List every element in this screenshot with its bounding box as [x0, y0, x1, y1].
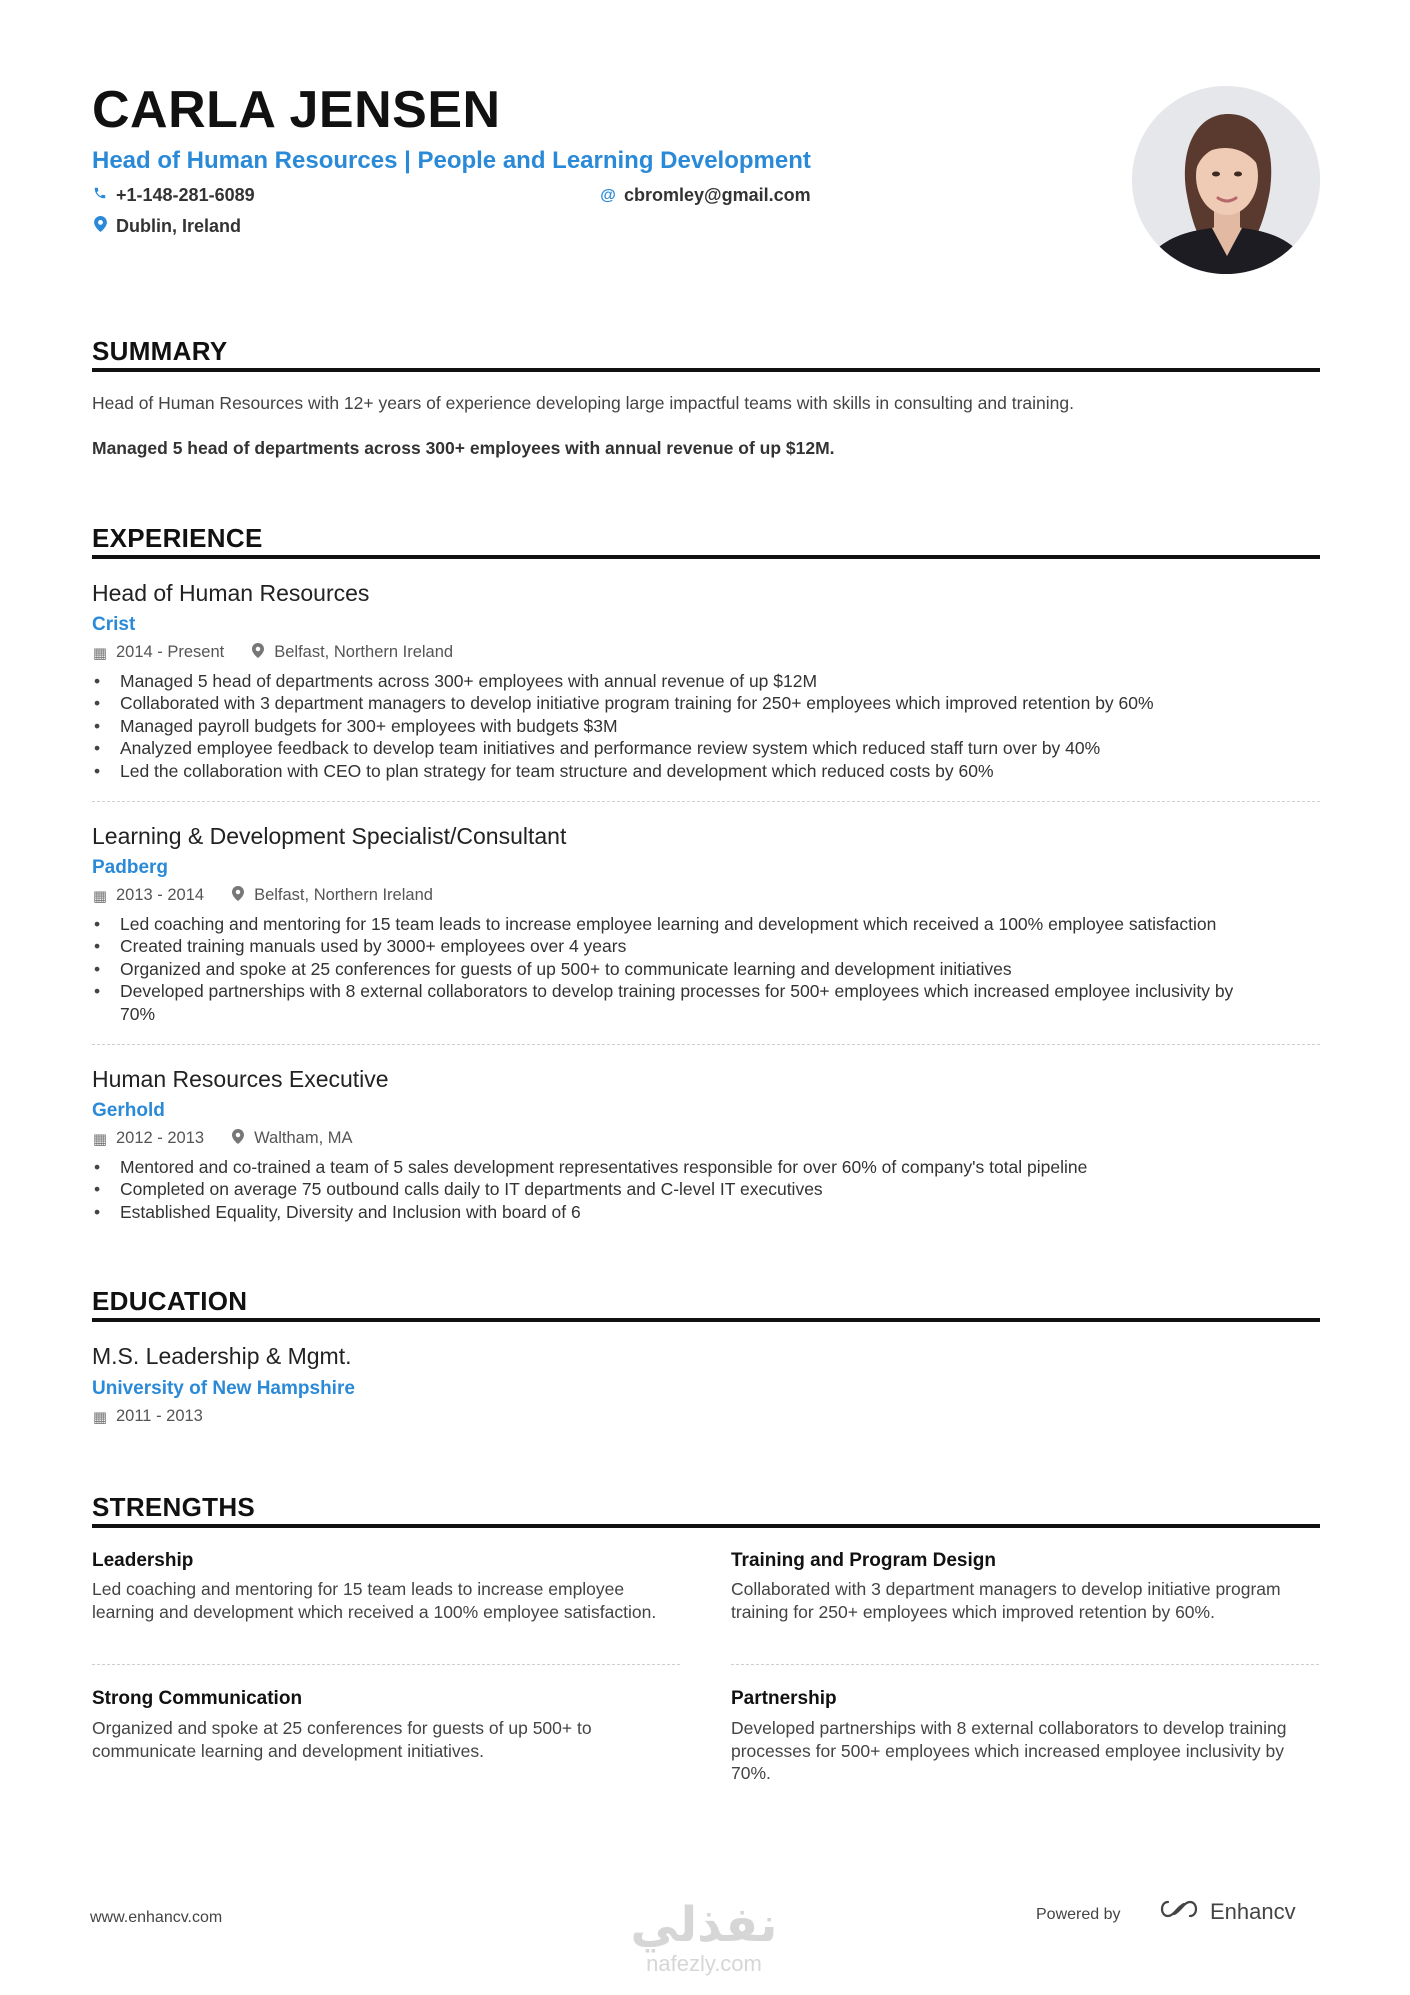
job-bullets	[92, 670, 1320, 782]
watermark-latin: nafezly.com	[646, 1951, 762, 1976]
strength-title: Leadership	[92, 1550, 194, 1571]
infinity-icon	[1156, 1898, 1202, 1926]
powered-by-label: Powered by	[1036, 1906, 1121, 1923]
phone-text[interactable]: +1-148-281-6089	[116, 185, 255, 205]
education-dates: 2011 - 2013	[116, 1407, 203, 1425]
watermark-arabic: نفذلي	[630, 1899, 778, 1952]
job-role: Head of Human Resources	[92, 580, 370, 606]
job-location: Waltham, MA	[254, 1129, 353, 1147]
strength-title: Partnership	[731, 1688, 837, 1709]
strength-text: Led coaching and mentoring for 15 team leads to increase employee learning and development which received a 100% employee satisfaction.	[92, 1579, 657, 1622]
contact-phone	[92, 185, 255, 206]
job-meta	[92, 886, 433, 905]
list-item: • Led coaching and mentoring for 15 team leads to increase employee learning and development which received a 100% employee satisfaction	[92, 913, 1320, 935]
job-meta	[92, 1129, 352, 1148]
list-item: • Collaborated with 3 department managers to develop initiative program training for 250+ employees which improved retention by 60%	[92, 692, 1320, 714]
at-icon: @	[600, 186, 616, 204]
job-bullets	[92, 913, 1320, 1025]
education-meta	[92, 1407, 203, 1426]
strength-divider	[731, 1664, 1319, 1665]
job-location-wrap	[250, 643, 453, 662]
experience-title: EXPERIENCE	[92, 523, 263, 553]
watermark	[614, 1900, 794, 1976]
summary-highlight: Managed 5 head of departments across 300+ employees with annual revenue of up $12M.	[92, 438, 835, 458]
strength-title: Training and Program Design	[731, 1550, 996, 1571]
calendar-icon: ▦	[92, 1408, 108, 1426]
email-text[interactable]: cbromley@gmail.com	[624, 185, 811, 205]
job-dates: 2014 - Present	[116, 643, 225, 661]
education-rule	[92, 1318, 1320, 1322]
job-company: Padberg	[92, 857, 169, 878]
job-bullets	[92, 1156, 1320, 1223]
list-item: • Developed partnerships with 8 external collaborators to develop training processes for 500+ employees which increased employee inclusivity by 70%	[92, 980, 1320, 1025]
job-company: Gerhold	[92, 1100, 165, 1121]
summary-title: SUMMARY	[92, 336, 228, 366]
strength-title: Strong Communication	[92, 1688, 303, 1709]
brand-logo[interactable]	[1156, 1898, 1296, 1926]
strengths-rule	[92, 1524, 1320, 1528]
job-divider	[92, 801, 1320, 802]
summary-text: Head of Human Resources with 12+ years of experience developing large impactful teams with skills in consulting and training.	[92, 393, 1074, 413]
job-location-wrap	[230, 1129, 352, 1148]
job-location: Belfast, Northern Ireland	[254, 886, 433, 904]
job-divider	[92, 1044, 1320, 1045]
experience-rule	[92, 555, 1320, 559]
footer-url[interactable]: www.enhancv.com	[90, 1909, 223, 1926]
list-item: • Created training manuals used by 3000+ employees over 4 years	[92, 935, 1320, 957]
list-item: • Established Equality, Diversity and Inclusion with board of 6	[92, 1201, 1320, 1223]
strength-text: Developed partnerships with 8 external collaborators to develop training processes for 500+ employees which increased employee inclusivity by 70%.	[731, 1718, 1287, 1783]
list-item: • Completed on average 75 outbound calls daily to IT departments and C-level IT executives	[92, 1178, 1320, 1200]
phone-icon	[92, 186, 108, 205]
job-dates: 2012 - 2013	[116, 1129, 205, 1147]
contact-location	[92, 216, 241, 237]
candidate-headline: Head of Human Resources | People and Learning Development	[92, 147, 811, 174]
calendar-icon: ▦	[92, 1130, 108, 1148]
education-title: EDUCATION	[92, 1286, 248, 1316]
job-role: Learning & Development Specialist/Consultant	[92, 823, 567, 849]
list-item: • Organized and spoke at 25 conferences for guests of up 500+ to communicate learning and development initiatives	[92, 958, 1320, 980]
calendar-icon: ▦	[92, 644, 108, 662]
education-degree: M.S. Leadership & Mgmt.	[92, 1343, 352, 1369]
job-meta	[92, 643, 453, 662]
strength-divider	[92, 1664, 680, 1665]
candidate-name: CARLA JENSEN	[92, 81, 501, 139]
education-school: University of New Hampshire	[92, 1378, 355, 1399]
job-role: Human Resources Executive	[92, 1066, 389, 1092]
strengths-title: STRENGTHS	[92, 1492, 256, 1522]
job-dates: 2013 - 2014	[116, 886, 205, 904]
strength-text: Organized and spoke at 25 conferences for guests of up 500+ to communicate learning and development initiatives.	[92, 1718, 592, 1761]
list-item: • Managed payroll budgets for 300+ employees with budgets $3M	[92, 715, 1320, 737]
map-pin-icon	[92, 216, 108, 237]
map-pin-icon	[250, 643, 266, 662]
strength-text: Collaborated with 3 department managers to develop initiative program training for 250+ employees which improved retention by 60%.	[731, 1579, 1281, 1622]
map-pin-icon	[230, 886, 246, 905]
summary-rule	[92, 368, 1320, 372]
list-item: • Managed 5 head of departments across 300+ employees with annual revenue of up $12M	[92, 670, 1320, 692]
list-item: • Mentored and co-trained a team of 5 sales development representatives responsible for over 60% of company's total pipeline	[92, 1156, 1320, 1178]
map-pin-icon	[230, 1129, 246, 1148]
profile-photo	[1132, 86, 1320, 274]
job-location: Belfast, Northern Ireland	[274, 643, 454, 661]
list-item: • Led the collaboration with CEO to plan strategy for team structure and development which reduced costs by 60%	[92, 760, 1320, 782]
brand-name: Enhancv	[1210, 1899, 1296, 1924]
list-item: • Analyzed employee feedback to develop team initiatives and performance review system which reduced staff turn over by 40%	[92, 737, 1320, 759]
job-company: Crist	[92, 614, 136, 635]
calendar-icon: ▦	[92, 887, 108, 905]
contact-email	[600, 185, 811, 206]
job-location-wrap	[230, 886, 433, 905]
location-text: Dublin, Ireland	[116, 216, 242, 236]
